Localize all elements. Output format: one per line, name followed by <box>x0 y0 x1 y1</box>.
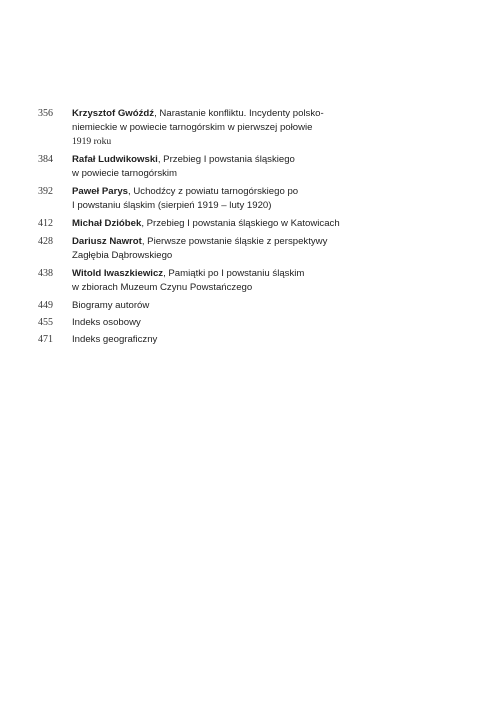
toc-entry <box>38 267 438 295</box>
entry-title: , Przebieg I powstania śląskiego w Katowicach <box>141 218 340 229</box>
entry-title-continuation: niemieckie w powiecie tarnogórskim w pierwszej połowie <box>72 122 313 133</box>
entry-text <box>72 316 438 330</box>
page-number: 412 <box>38 218 53 229</box>
page-number: 356 <box>38 108 53 119</box>
toc-entry <box>38 153 438 181</box>
toc-entry <box>38 217 438 231</box>
page-number: 438 <box>38 268 53 279</box>
entry-title: , Przebieg I powstania śląskiego <box>157 154 295 165</box>
entry-title: , Narastanie konfliktu. Incydenty polsko- <box>154 108 324 119</box>
entry-title: , Pierwsze powstanie śląskie z perspektywy <box>141 236 328 247</box>
entry-text <box>72 217 438 231</box>
entry-title-continuation: w powiecie tarnogórskim <box>72 168 178 179</box>
entry-text <box>72 333 438 347</box>
author-name: Rafał Ludwikowski <box>72 154 158 165</box>
toc-entry <box>38 235 438 263</box>
table-of-contents <box>38 107 438 350</box>
entry-title: Biogramy autorów <box>72 300 150 311</box>
page-number: 392 <box>38 186 53 197</box>
page-number: 455 <box>38 317 53 328</box>
author-name: Paweł Parys <box>72 186 129 197</box>
entry-title-continuation: 1919 roku <box>72 136 112 147</box>
toc-entry <box>38 316 438 330</box>
page-number: 449 <box>38 300 53 311</box>
entry-title: Indeks osobowy <box>72 317 141 328</box>
entry-title-continuation: w zbiorach Muzeum Czynu Powstańczego <box>72 282 253 293</box>
entry-text <box>72 267 438 295</box>
entry-title: , Pamiątki po I powstaniu śląskim <box>163 268 305 279</box>
entry-title: Indeks geograficzny <box>72 334 158 345</box>
author-name: Krzysztof Gwóźdź <box>72 108 155 119</box>
toc-entry <box>38 299 438 313</box>
entry-text <box>72 299 438 313</box>
entry-text <box>72 185 438 213</box>
toc-entry <box>38 107 438 149</box>
toc-entry <box>38 333 438 347</box>
page-number: 428 <box>38 236 53 247</box>
page-number: 471 <box>38 334 53 345</box>
author-name: Michał Dzióbek <box>72 218 142 229</box>
entry-title-continuation: I powstaniu śląskim (sierpień 1919 – luty 1920) <box>72 200 272 211</box>
toc-entry <box>38 185 438 213</box>
entry-title: , Uchodźcy z powiatu tarnogórskiego po <box>128 186 299 197</box>
entry-title-continuation: Zagłębia Dąbrowskiego <box>72 250 173 261</box>
author-name: Dariusz Nawrot <box>72 236 142 247</box>
page-number: 384 <box>38 154 53 165</box>
entry-text <box>72 235 438 263</box>
author-name: Witold Iwaszkiewicz <box>72 268 164 279</box>
entry-text <box>72 107 438 149</box>
entry-text <box>72 153 438 181</box>
